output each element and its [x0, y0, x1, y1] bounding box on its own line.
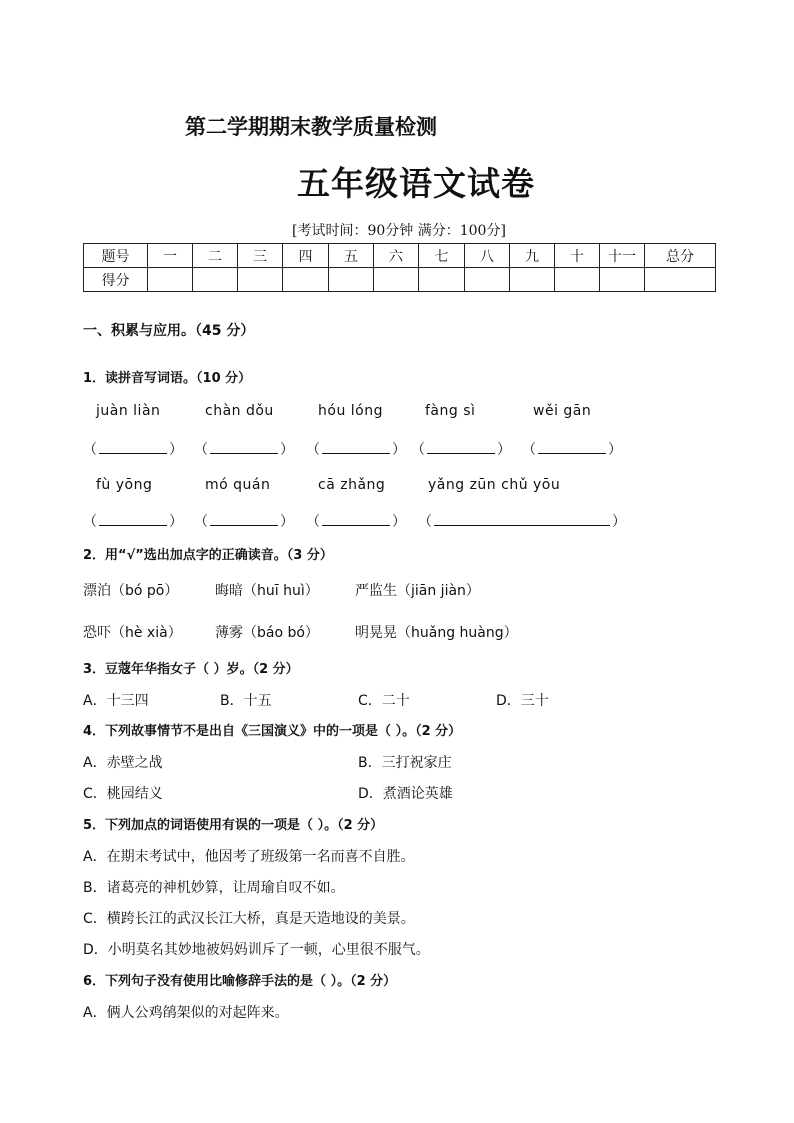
score-cell[interactable] [283, 268, 329, 292]
blank-line [322, 440, 390, 454]
close-paren: ） [497, 442, 511, 458]
pinyin: mó quán [205, 477, 271, 493]
open-paren: （ [83, 514, 97, 530]
blank-line [427, 440, 495, 454]
reading-choice[interactable]: 薄雾（báo bó） [215, 625, 319, 641]
pinyin: hóu lóng [318, 403, 383, 419]
answer-blank[interactable] [306, 439, 406, 459]
header-cell: 四 [283, 244, 329, 268]
pinyin: fàng sì [425, 403, 476, 419]
pinyin: fù yōng [96, 477, 153, 493]
option[interactable]: D．煮酒论英雄 [358, 786, 453, 802]
score-cell[interactable] [193, 268, 238, 292]
section-heading: 一、积累与应用。（45 分） [83, 323, 255, 339]
row-label: 得分 [84, 268, 148, 292]
close-paren: ） [392, 514, 406, 530]
score-cell[interactable] [465, 268, 510, 292]
header-cell: 六 [374, 244, 419, 268]
close-paren: ） [280, 442, 294, 458]
question-title: 2．用“√”选出加点字的正确读音。（3 分） [83, 548, 333, 563]
header-cell: 十一 [600, 244, 645, 268]
reading-choice[interactable]: 明晃晃（huǎng huàng） [355, 625, 518, 641]
question-title: 6．下列句子没有使用比喻修辞手法的是（ ）。（2 分） [83, 974, 397, 989]
open-paren: （ [306, 514, 320, 530]
reading-choice[interactable]: 严监生（jiān jiàn） [355, 583, 480, 599]
open-paren: （ [418, 514, 432, 530]
blank-line [322, 512, 390, 526]
pinyin: cā zhǎng [318, 477, 386, 493]
answer-blank[interactable] [194, 439, 294, 459]
header-cell: 五 [329, 244, 374, 268]
option[interactable]: D．三十 [496, 693, 549, 709]
score-cell[interactable] [419, 268, 465, 292]
reading-choice[interactable]: 恐吓（hè xià） [83, 625, 182, 641]
blank-line [210, 512, 278, 526]
header-cell: 总分 [645, 244, 716, 268]
header-cell: 十 [555, 244, 600, 268]
score-cell[interactable] [374, 268, 419, 292]
exam-info: [考试时间：90分钟 满分：100分] [292, 223, 506, 239]
close-paren: ） [169, 514, 183, 530]
option[interactable]: B．诸葛亮的神机妙算，让周瑜自叹不如。 [83, 880, 345, 896]
open-paren: （ [306, 442, 320, 458]
open-paren: （ [194, 514, 208, 530]
open-paren: （ [411, 442, 425, 458]
open-paren: （ [83, 442, 97, 458]
pinyin: yǎng zūn chǔ yōu [428, 477, 561, 493]
pinyin: wěi gān [533, 403, 592, 419]
pinyin: chàn dǒu [205, 403, 274, 419]
answer-blank[interactable] [83, 511, 183, 531]
header-cell: 九 [510, 244, 555, 268]
blank-line [434, 512, 610, 526]
option[interactable]: B．三打祝家庄 [358, 755, 452, 771]
option[interactable]: D．小明莫名其妙地被妈妈训斥了一顿，心里很不服气。 [83, 942, 430, 958]
score-table [83, 243, 716, 292]
option[interactable]: C．桃园结义 [83, 786, 163, 802]
score-cell[interactable] [600, 268, 645, 292]
open-paren: （ [194, 442, 208, 458]
answer-blank[interactable] [306, 511, 406, 531]
answer-blank[interactable] [411, 439, 511, 459]
score-cell[interactable] [510, 268, 555, 292]
option[interactable]: B．十五 [220, 693, 272, 709]
header-cell: 题号 [84, 244, 148, 268]
close-paren: ） [392, 442, 406, 458]
close-paren: ） [169, 442, 183, 458]
close-paren: ） [608, 442, 622, 458]
score-cell[interactable] [645, 268, 716, 292]
option[interactable]: A．俩人公鸡鹐架似的对起阵来。 [83, 1005, 289, 1021]
question-title: 4．下列故事情节不是出自《三国演义》中的一项是（ ）。（2 分） [83, 724, 462, 739]
score-table-header-row [84, 244, 716, 268]
header-cell: 二 [193, 244, 238, 268]
header-cell: 八 [465, 244, 510, 268]
question-title: 1．读拼音写词语。（10 分） [83, 371, 252, 386]
blank-line [99, 440, 167, 454]
header-cell: 七 [419, 244, 465, 268]
open-paren: （ [522, 442, 536, 458]
reading-choice[interactable]: 漂泊（bó pō） [83, 583, 179, 599]
answer-blank[interactable] [418, 511, 626, 531]
answer-blank[interactable] [194, 511, 294, 531]
question-title: 5．下列加点的词语使用有误的一项是（ ）。（2 分） [83, 818, 384, 833]
header-cell: 一 [148, 244, 193, 268]
option[interactable]: C．横跨长江的武汉长江大桥，真是天造地设的美景。 [83, 911, 415, 927]
close-paren: ） [612, 514, 626, 530]
question-title: 3．豆蔻年华指女子（ ）岁。（2 分） [83, 662, 299, 677]
answer-blank[interactable] [83, 439, 183, 459]
score-cell[interactable] [329, 268, 374, 292]
option[interactable]: C．二十 [358, 693, 410, 709]
pinyin: juàn liàn [96, 403, 161, 419]
exam-subtitle: 第二学期期末教学质量检测 [185, 114, 437, 139]
blank-line [99, 512, 167, 526]
answer-blank[interactable] [522, 439, 622, 459]
close-paren: ） [280, 514, 294, 530]
blank-line [538, 440, 606, 454]
option[interactable]: A．在期末考试中，他因考了班级第一名而喜不自胜。 [83, 849, 415, 865]
reading-choice[interactable]: 晦暗（huī huì） [215, 583, 319, 599]
score-cell[interactable] [148, 268, 193, 292]
score-table-score-row [84, 268, 716, 292]
option[interactable]: A．十三四 [83, 693, 149, 709]
exam-title: 五年级语文试卷 [297, 164, 535, 203]
header-cell: 三 [238, 244, 283, 268]
score-cell[interactable] [238, 268, 283, 292]
blank-line [210, 440, 278, 454]
option[interactable]: A．赤壁之战 [83, 755, 163, 771]
score-cell[interactable] [555, 268, 600, 292]
